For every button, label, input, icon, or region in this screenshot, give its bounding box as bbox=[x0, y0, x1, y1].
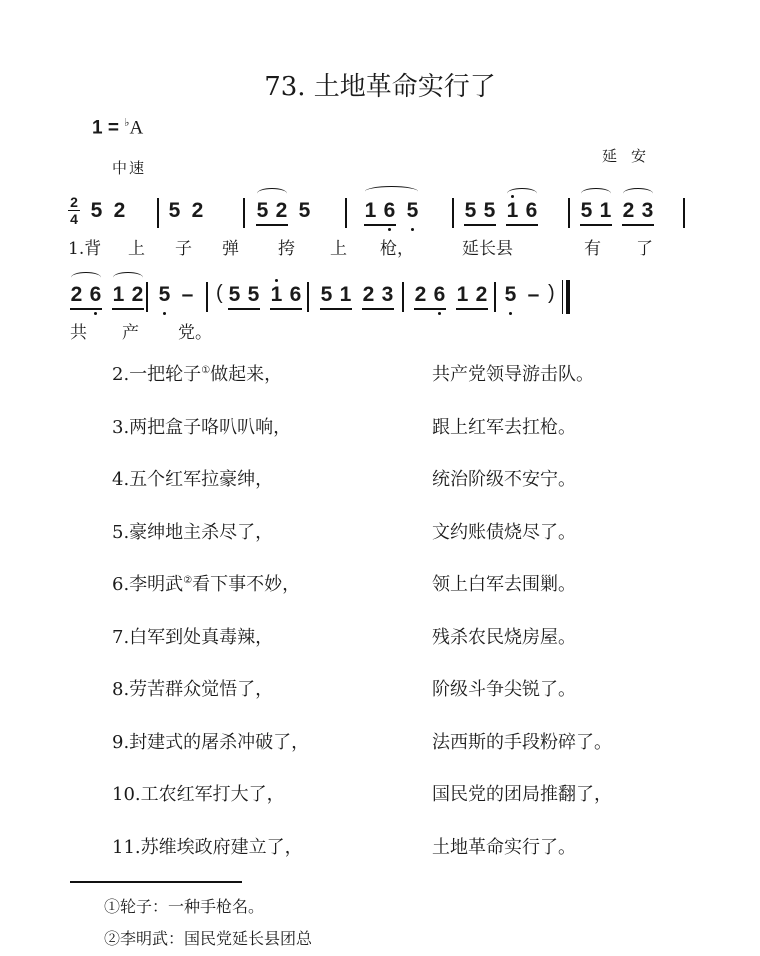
measure bbox=[464, 192, 538, 232]
note: – bbox=[527, 283, 540, 306]
note-group bbox=[228, 276, 260, 310]
verse-right: 领上白军去围剿。 bbox=[432, 574, 576, 595]
slur bbox=[113, 272, 143, 283]
verse-text: 5.豪绅地主杀尽了， bbox=[112, 521, 274, 543]
note-group bbox=[112, 276, 144, 310]
footnote-divider bbox=[70, 881, 242, 883]
note-group bbox=[256, 192, 288, 226]
verse-right: 阶级斗争尖锐了。 bbox=[432, 679, 576, 700]
footnote-ref: ② bbox=[183, 575, 193, 586]
note: 1 bbox=[112, 283, 125, 306]
note: 2 bbox=[131, 283, 144, 306]
measure bbox=[70, 276, 144, 316]
slur bbox=[365, 186, 418, 197]
note: 2 bbox=[113, 199, 126, 222]
note-group bbox=[70, 276, 102, 310]
note: 5 bbox=[168, 199, 181, 222]
lyric-syllable: 上 bbox=[330, 239, 347, 259]
lyric-syllable: 有 bbox=[584, 239, 601, 259]
note: 3 bbox=[381, 283, 394, 306]
time-signature bbox=[68, 194, 80, 227]
paren-open: ( bbox=[216, 282, 223, 304]
measure bbox=[364, 192, 419, 232]
note: 6 bbox=[525, 199, 538, 222]
note: 1 bbox=[599, 199, 612, 222]
key-signature bbox=[92, 116, 143, 139]
note: 6 bbox=[383, 199, 396, 222]
note: 5 bbox=[256, 199, 269, 222]
footnote-1: ①轮子：一种手枪名。 bbox=[104, 897, 265, 916]
score-line-1 bbox=[0, 192, 728, 232]
measure bbox=[228, 276, 302, 316]
note: 5 bbox=[228, 283, 241, 306]
barline bbox=[157, 198, 159, 228]
measure bbox=[158, 276, 194, 316]
slur bbox=[623, 188, 653, 199]
barline bbox=[568, 198, 570, 228]
note-group bbox=[158, 276, 171, 306]
verse-text: 3.两把盒子咯叭叭响， bbox=[112, 416, 292, 438]
slur bbox=[257, 188, 287, 199]
lyric-syllable: 枪， bbox=[380, 239, 414, 259]
slur bbox=[71, 272, 101, 283]
barline bbox=[402, 282, 404, 312]
measure bbox=[504, 276, 540, 316]
time-sig-top: 2 bbox=[70, 194, 78, 210]
measure bbox=[168, 192, 204, 232]
note-group bbox=[298, 192, 311, 222]
note-group bbox=[504, 276, 517, 306]
verse-right: 共产党领导游击队。 bbox=[432, 364, 594, 385]
note: 5 bbox=[320, 283, 333, 306]
slur bbox=[581, 188, 611, 199]
note: 6 bbox=[89, 283, 102, 306]
lyric-syllable: 弹 bbox=[222, 239, 239, 259]
note: 5 bbox=[483, 199, 496, 222]
lyric-syllable: 上 bbox=[128, 239, 145, 259]
verse-right: 文约账债烧尽了。 bbox=[432, 521, 576, 543]
verse-left bbox=[112, 675, 273, 701]
lyric-syllable: 了 bbox=[636, 239, 653, 259]
verse-text: 4.五个红军拉豪绅， bbox=[112, 469, 274, 490]
tempo-marking: 中速 bbox=[112, 159, 147, 177]
note-group bbox=[527, 276, 540, 306]
verse-left bbox=[112, 518, 273, 544]
note: 1 bbox=[364, 199, 377, 222]
note: 5 bbox=[504, 283, 517, 306]
verse-text: 做起来， bbox=[210, 364, 283, 385]
footnote-2: ②李明武：国民党延长县团总 bbox=[104, 929, 313, 948]
verse-right: 统治阶级不安宁。 bbox=[432, 469, 576, 490]
verse-left bbox=[112, 728, 309, 754]
verse-text: 2.一把轮子 bbox=[112, 364, 202, 385]
paren-close: ) bbox=[548, 282, 555, 304]
verse-left bbox=[112, 780, 285, 806]
slur bbox=[507, 188, 537, 199]
verse-left bbox=[112, 623, 273, 649]
lyric-syllable: 延长县 bbox=[462, 239, 513, 259]
key-prefix: 1 = bbox=[92, 117, 125, 139]
barline bbox=[494, 282, 496, 312]
note: 1 bbox=[270, 283, 283, 306]
note: 6 bbox=[433, 283, 446, 306]
verse-right: 国民党的团局推翻了， bbox=[432, 784, 612, 805]
key-note: A bbox=[129, 117, 144, 139]
note-group bbox=[414, 276, 446, 310]
time-sig-bottom: 4 bbox=[70, 211, 78, 227]
note: 2 bbox=[414, 283, 427, 306]
lyric-syllable: 子 bbox=[175, 239, 192, 259]
note-group bbox=[362, 276, 394, 310]
note: 2 bbox=[191, 199, 204, 222]
note-group bbox=[456, 276, 488, 310]
note-group bbox=[464, 192, 496, 226]
note-group bbox=[191, 192, 204, 222]
note-group bbox=[90, 192, 103, 222]
note-group bbox=[622, 192, 654, 226]
verse-text: 10.工农红军打大了， bbox=[112, 784, 285, 805]
note: 2 bbox=[70, 283, 83, 306]
verse-right: 法西斯的手段粉碎了。 bbox=[432, 731, 612, 753]
barline bbox=[345, 198, 347, 228]
barline bbox=[206, 282, 208, 312]
verse-text: 9.封建式的屠杀冲破了， bbox=[112, 731, 310, 753]
final-barline bbox=[562, 280, 570, 314]
note-group bbox=[181, 276, 194, 306]
verse-left bbox=[112, 833, 303, 859]
note: 3 bbox=[641, 199, 654, 222]
note: 5 bbox=[158, 283, 171, 306]
note: 5 bbox=[580, 199, 593, 222]
flat-sign: ♭ bbox=[124, 117, 130, 129]
lyric-syllable: 挎 bbox=[278, 239, 295, 259]
verse-text: 6.李明武 bbox=[112, 574, 184, 595]
note-group bbox=[364, 192, 396, 226]
note-group bbox=[113, 192, 126, 222]
note: 1 bbox=[506, 199, 519, 222]
verse-text: 7.白军到处真毒辣， bbox=[112, 626, 274, 648]
measure bbox=[414, 276, 488, 316]
verse-left bbox=[112, 360, 282, 386]
note-group bbox=[168, 192, 181, 222]
note: 2 bbox=[362, 283, 375, 306]
barline bbox=[243, 198, 245, 228]
note: – bbox=[181, 283, 194, 306]
score-line-2 bbox=[0, 276, 728, 316]
verse-text: 11.苏维埃政府建立了， bbox=[112, 836, 303, 858]
note: 5 bbox=[464, 199, 477, 222]
barline bbox=[452, 198, 454, 228]
measure bbox=[320, 276, 394, 316]
note: 6 bbox=[289, 283, 302, 306]
verse-right: 土地革命实行了。 bbox=[432, 836, 576, 858]
verse-left bbox=[112, 413, 291, 439]
footnote-ref: ① bbox=[201, 365, 211, 376]
song-origin: 延安 bbox=[602, 147, 661, 165]
measure bbox=[580, 192, 654, 232]
barline bbox=[683, 198, 685, 228]
note-group bbox=[506, 192, 538, 226]
barline bbox=[307, 282, 309, 312]
note: 5 bbox=[406, 199, 419, 222]
note: 5 bbox=[298, 199, 311, 222]
measure bbox=[90, 192, 126, 232]
barline bbox=[146, 282, 148, 312]
lyric-syllable: 产 bbox=[122, 323, 139, 343]
note-group bbox=[320, 276, 352, 310]
lyric-syllable: 党。 bbox=[178, 323, 212, 343]
verse-text: 8.劳苦群众觉悟了， bbox=[112, 679, 274, 700]
lyric-syllable: 共 bbox=[70, 323, 87, 343]
verse-left bbox=[112, 570, 300, 596]
note: 2 bbox=[275, 199, 288, 222]
song-title: 73. 土地革命实行了 bbox=[264, 72, 496, 102]
note: 1 bbox=[456, 283, 469, 306]
note: 2 bbox=[475, 283, 488, 306]
note-group bbox=[270, 276, 302, 310]
verse-text: 看下事不妙， bbox=[192, 574, 301, 595]
lyric-syllable: 1.背 bbox=[68, 239, 102, 259]
verse-right: 跟上红军去扛枪。 bbox=[432, 416, 576, 438]
note: 1 bbox=[339, 283, 352, 306]
verse-left bbox=[112, 465, 273, 491]
verse-right: 残杀农民烧房屋。 bbox=[432, 626, 576, 648]
note: 5 bbox=[247, 283, 260, 306]
measure bbox=[256, 192, 311, 232]
note: 5 bbox=[90, 199, 103, 222]
note: 2 bbox=[622, 199, 635, 222]
note-group bbox=[580, 192, 612, 226]
